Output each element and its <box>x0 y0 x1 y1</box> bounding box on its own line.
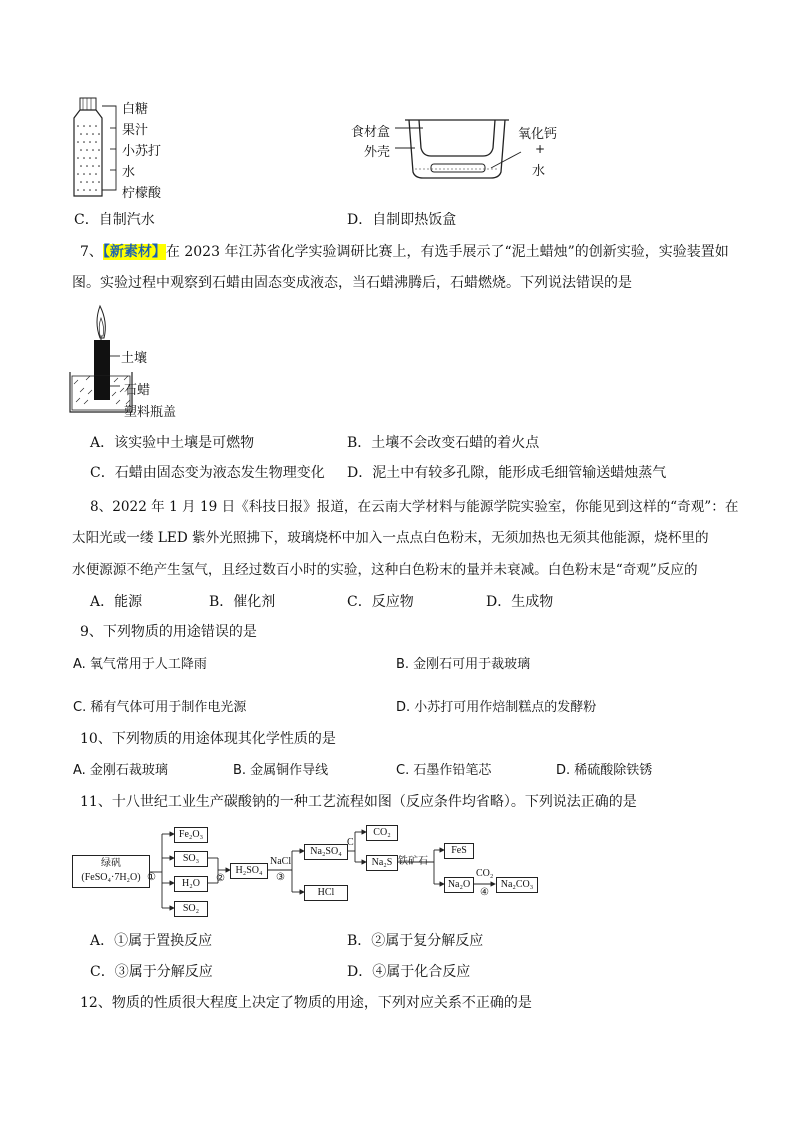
label-nacl: NaCl <box>270 856 292 867</box>
q9-stem: 9、下列物质的用途错误的是 <box>80 624 257 640</box>
q10-option-c[interactable]: C. 石墨作铅笔芯 <box>396 763 492 778</box>
label-calcium-oxide: 氧化钙 <box>518 127 558 142</box>
box-so2: SO₂ <box>174 901 208 917</box>
label-shell: 外壳 <box>364 145 391 160</box>
q8-option-a[interactable]: A．能源 <box>90 594 143 610</box>
new-material-tag: 【新素材】 <box>102 244 166 260</box>
box-fes: FeS <box>444 843 474 859</box>
question-number: 7、 <box>80 244 103 260</box>
box-co2: CO₂ <box>366 825 398 841</box>
label-soil: 土壤 <box>121 351 148 366</box>
label-iron-ore: 铁矿石 <box>398 856 428 867</box>
box-h2so4: H₂SO₄ <box>230 863 268 879</box>
q6-option-c[interactable]: C．自制汽水 <box>74 212 155 228</box>
label-water: 水 <box>122 165 136 180</box>
q7-stem-line2: 图。实验过程中观察到石蜡由固态变成液态，当石蜡沸腾后，石蜡燃烧。下列说法错误的是 <box>72 275 632 291</box>
label-baking-soda: 小苏打 <box>122 144 162 159</box>
q8-option-c[interactable]: C．反应物 <box>347 594 414 610</box>
box-na2s: Na₂S <box>366 855 398 871</box>
box-na2co3: Na₂CO₃ <box>496 877 538 893</box>
label-juice: 果汁 <box>122 123 149 138</box>
q7-stem-line1 <box>80 242 729 262</box>
box-fe2o3: Fe₂O₃ <box>174 827 208 843</box>
q7-option-c[interactable]: C．石蜡由固态变为液态发生物理变化 <box>90 465 325 481</box>
q8-option-d[interactable]: D．生成物 <box>486 594 554 610</box>
q7-option-b[interactable]: B．土壤不会改变石蜡的着火点 <box>347 435 540 451</box>
step-1: ① <box>147 872 156 883</box>
box-so3: SO₃ <box>174 851 208 867</box>
label-water-d: 水 <box>532 164 546 179</box>
q7-option-a[interactable]: A．该实验中土壤是可燃物 <box>90 435 255 451</box>
label-carbon: C <box>347 837 354 848</box>
label-co2-b: CO₂ <box>476 868 494 879</box>
q8-stem-line1: 8、2022 年 1 月 19 日《科技日报》报道，在云南大学材料与能源学院实验室，你能见到这样的“奇观”：在 <box>90 499 739 515</box>
q11-option-c[interactable]: C．③属于分解反应 <box>90 964 213 980</box>
start-label-2: (FeSO₄·7H₂O) <box>81 872 141 883</box>
q11-option-d[interactable]: D．④属于化合反应 <box>347 964 471 980</box>
label-plus: + <box>535 142 546 156</box>
q9-option-a[interactable]: A. 氧气常用于人工降雨 <box>73 657 207 672</box>
bottle-illustration <box>68 96 128 200</box>
step-4: ④ <box>480 887 489 898</box>
q9-option-c[interactable]: C. 稀有气体可用于制作电光源 <box>73 700 247 715</box>
q8-stem-line3: 水便源源不绝产生氢气，且经过数百小时的实验，这种白色粉末的量并未衰减。白色粉末是“奇观”反应的 <box>72 562 698 578</box>
step-3: ③ <box>276 872 285 883</box>
label-paraffin: 石蜡 <box>124 383 151 398</box>
q11-option-a[interactable]: A．①属于置换反应 <box>90 933 213 949</box>
q11-stem: 11、十八世纪工业生产碳酸钠的一种工艺流程如图（反应条件均省略）。下列说法正确的是 <box>80 794 637 810</box>
q7-stem-text: 在 2023 年江苏省化学实验调研比赛上，有选手展示了“泥土蜡烛”的创新实验，实验装置如 <box>165 244 729 260</box>
q10-stem: 10、下列物质的用途体现其化学性质的是 <box>80 731 336 747</box>
label-plastic-cap: 塑料瓶盖 <box>124 405 177 420</box>
q9-option-b[interactable]: B. 金刚石可用于裁玻璃 <box>396 657 531 672</box>
q8-option-b[interactable]: B．催化剂 <box>209 594 276 610</box>
q10-option-b[interactable]: B. 金属铜作导线 <box>233 763 329 778</box>
step-2: ② <box>216 873 225 884</box>
box-na2o: Na₂O <box>444 877 474 893</box>
lunchbox-illustration <box>395 112 525 182</box>
label-citric-acid: 柠檬酸 <box>122 186 162 201</box>
q7-option-d[interactable]: D．泥土中有较多孔隙，能形成毛细管输送蜡烛蒸气 <box>347 465 667 481</box>
q10-option-d[interactable]: D. 稀硫酸除铁锈 <box>556 763 653 778</box>
q6-option-d[interactable]: D．自制即热饭盒 <box>347 212 457 228</box>
box-hcl: HCl <box>304 885 348 901</box>
q9-option-d[interactable]: D. 小苏打可用作焙制糕点的发酵粉 <box>396 700 597 715</box>
label-food-box: 食材盒 <box>351 125 391 140</box>
box-h2o: H₂O <box>174 876 208 892</box>
q10-option-a[interactable]: A. 金刚石裁玻璃 <box>73 763 168 778</box>
start-box <box>72 855 150 888</box>
q12-stem: 12、物质的性质很大程度上决定了物质的用途，下列对应关系不正确的是 <box>80 995 532 1011</box>
box-na2so4: Na₂SO₄ <box>304 844 348 860</box>
label-sugar: 白糖 <box>122 102 149 117</box>
q8-stem-line2: 太阳光或一缕 LED 紫外光照拂下，玻璃烧杯中加入一点点白色粉末，无须加热也无须其他能源，烧杯里的 <box>72 530 709 546</box>
start-label-1: 绿矾 <box>101 858 121 869</box>
q11-option-b[interactable]: B．②属于复分解反应 <box>347 933 484 949</box>
